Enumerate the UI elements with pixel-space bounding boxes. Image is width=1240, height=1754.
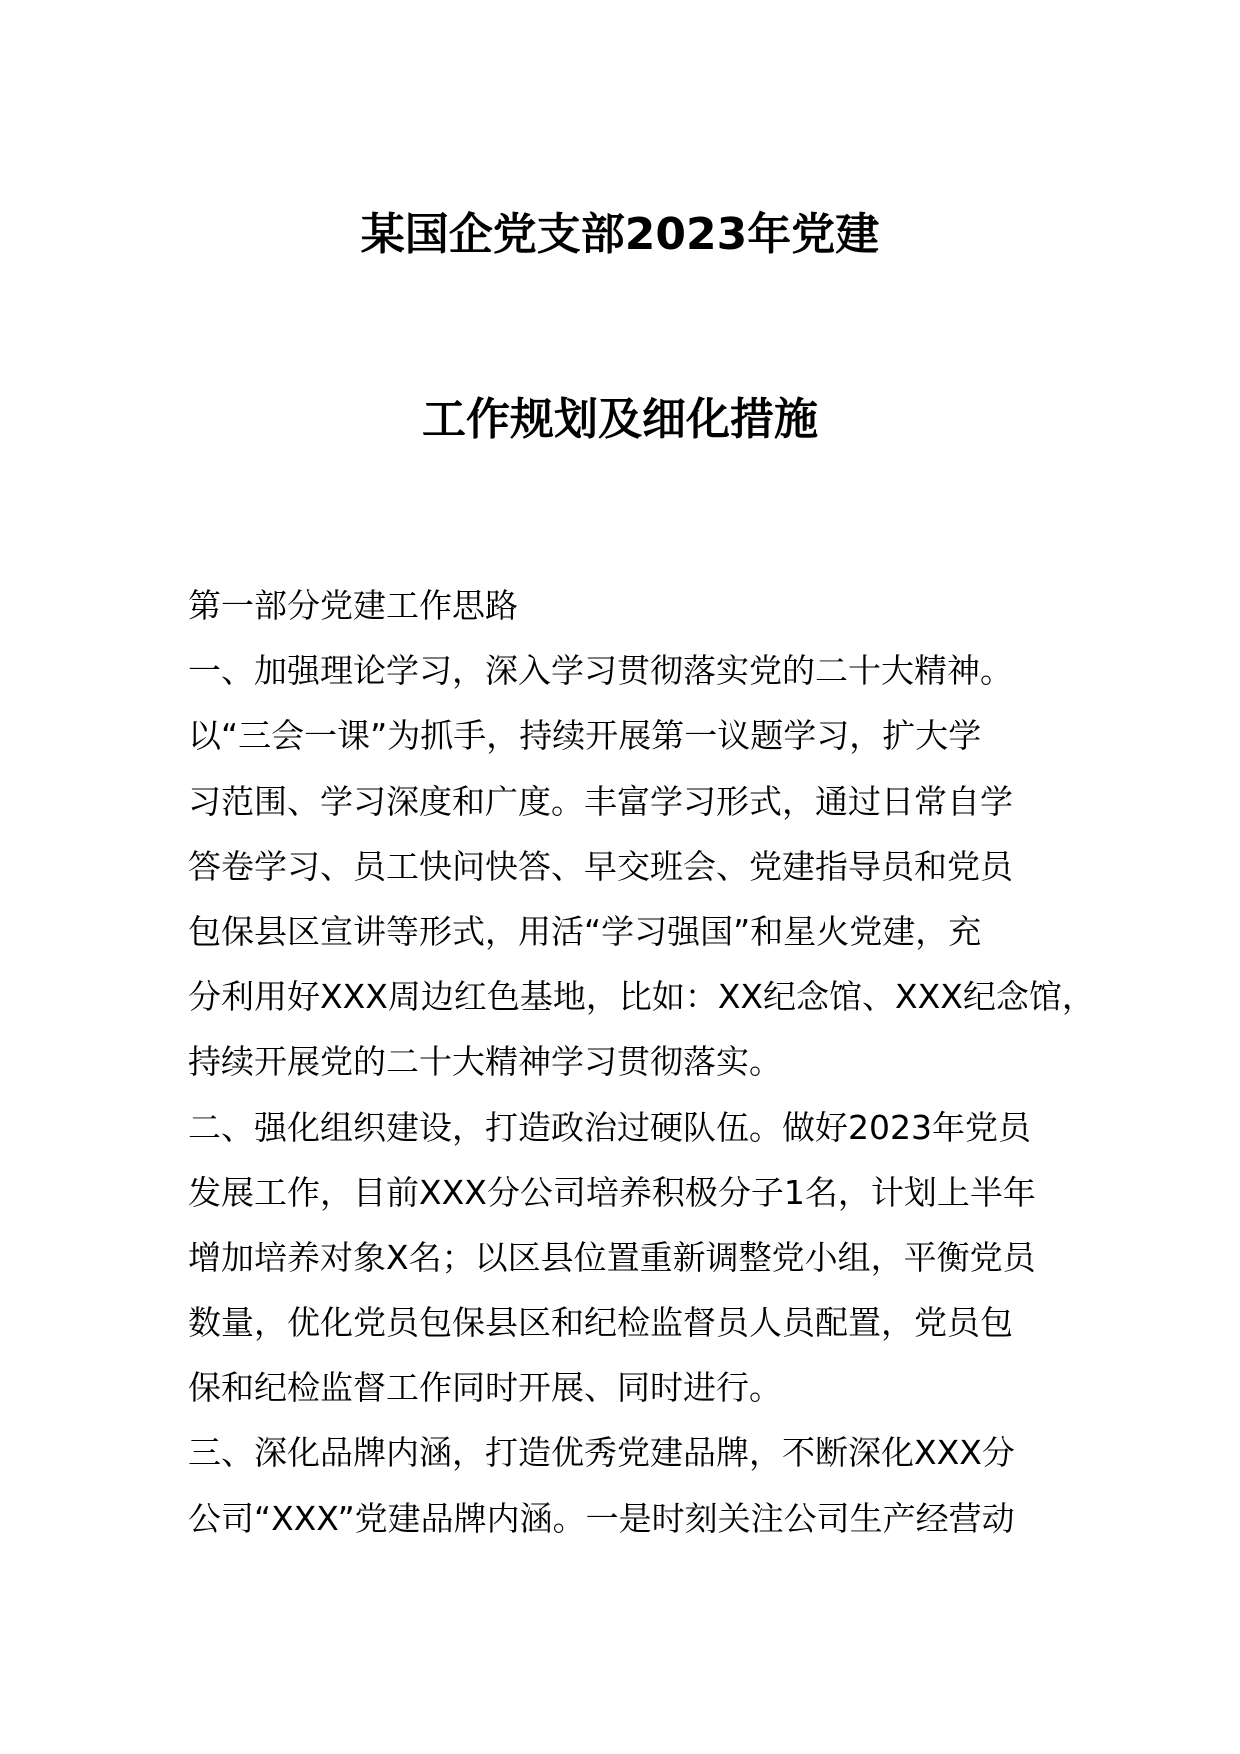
body-line: 三、深化品牌内涵，打造优秀党建品牌，不断深化XXX分 — [188, 1433, 1015, 1473]
document-title-line-1: 某国企党支部2023年党建 — [360, 209, 880, 260]
body-line: 数量，优化党员包保县区和纪检监督员人员配置，党员包 — [188, 1303, 1013, 1343]
body-line: 分利用好XXX周边红色基地，比如：XX纪念馆、XXX纪念馆， — [188, 977, 1095, 1017]
document-title-line-2: 工作规划及细化措施 — [422, 394, 818, 445]
body-line: 习范围、学习深度和广度。丰富学习形式，通过日常自学 — [188, 781, 1013, 821]
section-heading: 第一部分党建工作思路 — [188, 586, 518, 625]
body-line: 公司“XXX”党建品牌内涵。一是时刻关注公司生产经营动 — [188, 1498, 1015, 1538]
document-body — [188, 573, 1095, 1551]
body-line: 二、强化组织建设，打造政治过硬队伍。做好2023年党员 — [188, 1107, 1031, 1147]
body-line: 增加培养对象X名；以区县位置重新调整党小组，平衡党员 — [188, 1237, 1036, 1277]
body-line: 一、加强理论学习，深入学习贯彻落实党的二十大精神。 — [188, 651, 1013, 691]
body-line: 持续开展党的二十大精神学习贯彻落实。 — [188, 1042, 782, 1082]
body-line: 包保县区宣讲等形式，用活“学习强国”和星火党建，充 — [188, 911, 982, 951]
body-line: 保和纪检监督工作同时开展、同时进行。 — [188, 1368, 782, 1408]
body-line: 答卷学习、员工快问快答、早交班会、党建指导员和党员 — [188, 846, 1013, 886]
body-line: 发展工作，目前XXX分公司培养积极分子1名，计划上半年 — [188, 1172, 1036, 1212]
body-line: 以“三会一课”为抓手，持续开展第一议题学习，扩大学 — [188, 716, 982, 756]
